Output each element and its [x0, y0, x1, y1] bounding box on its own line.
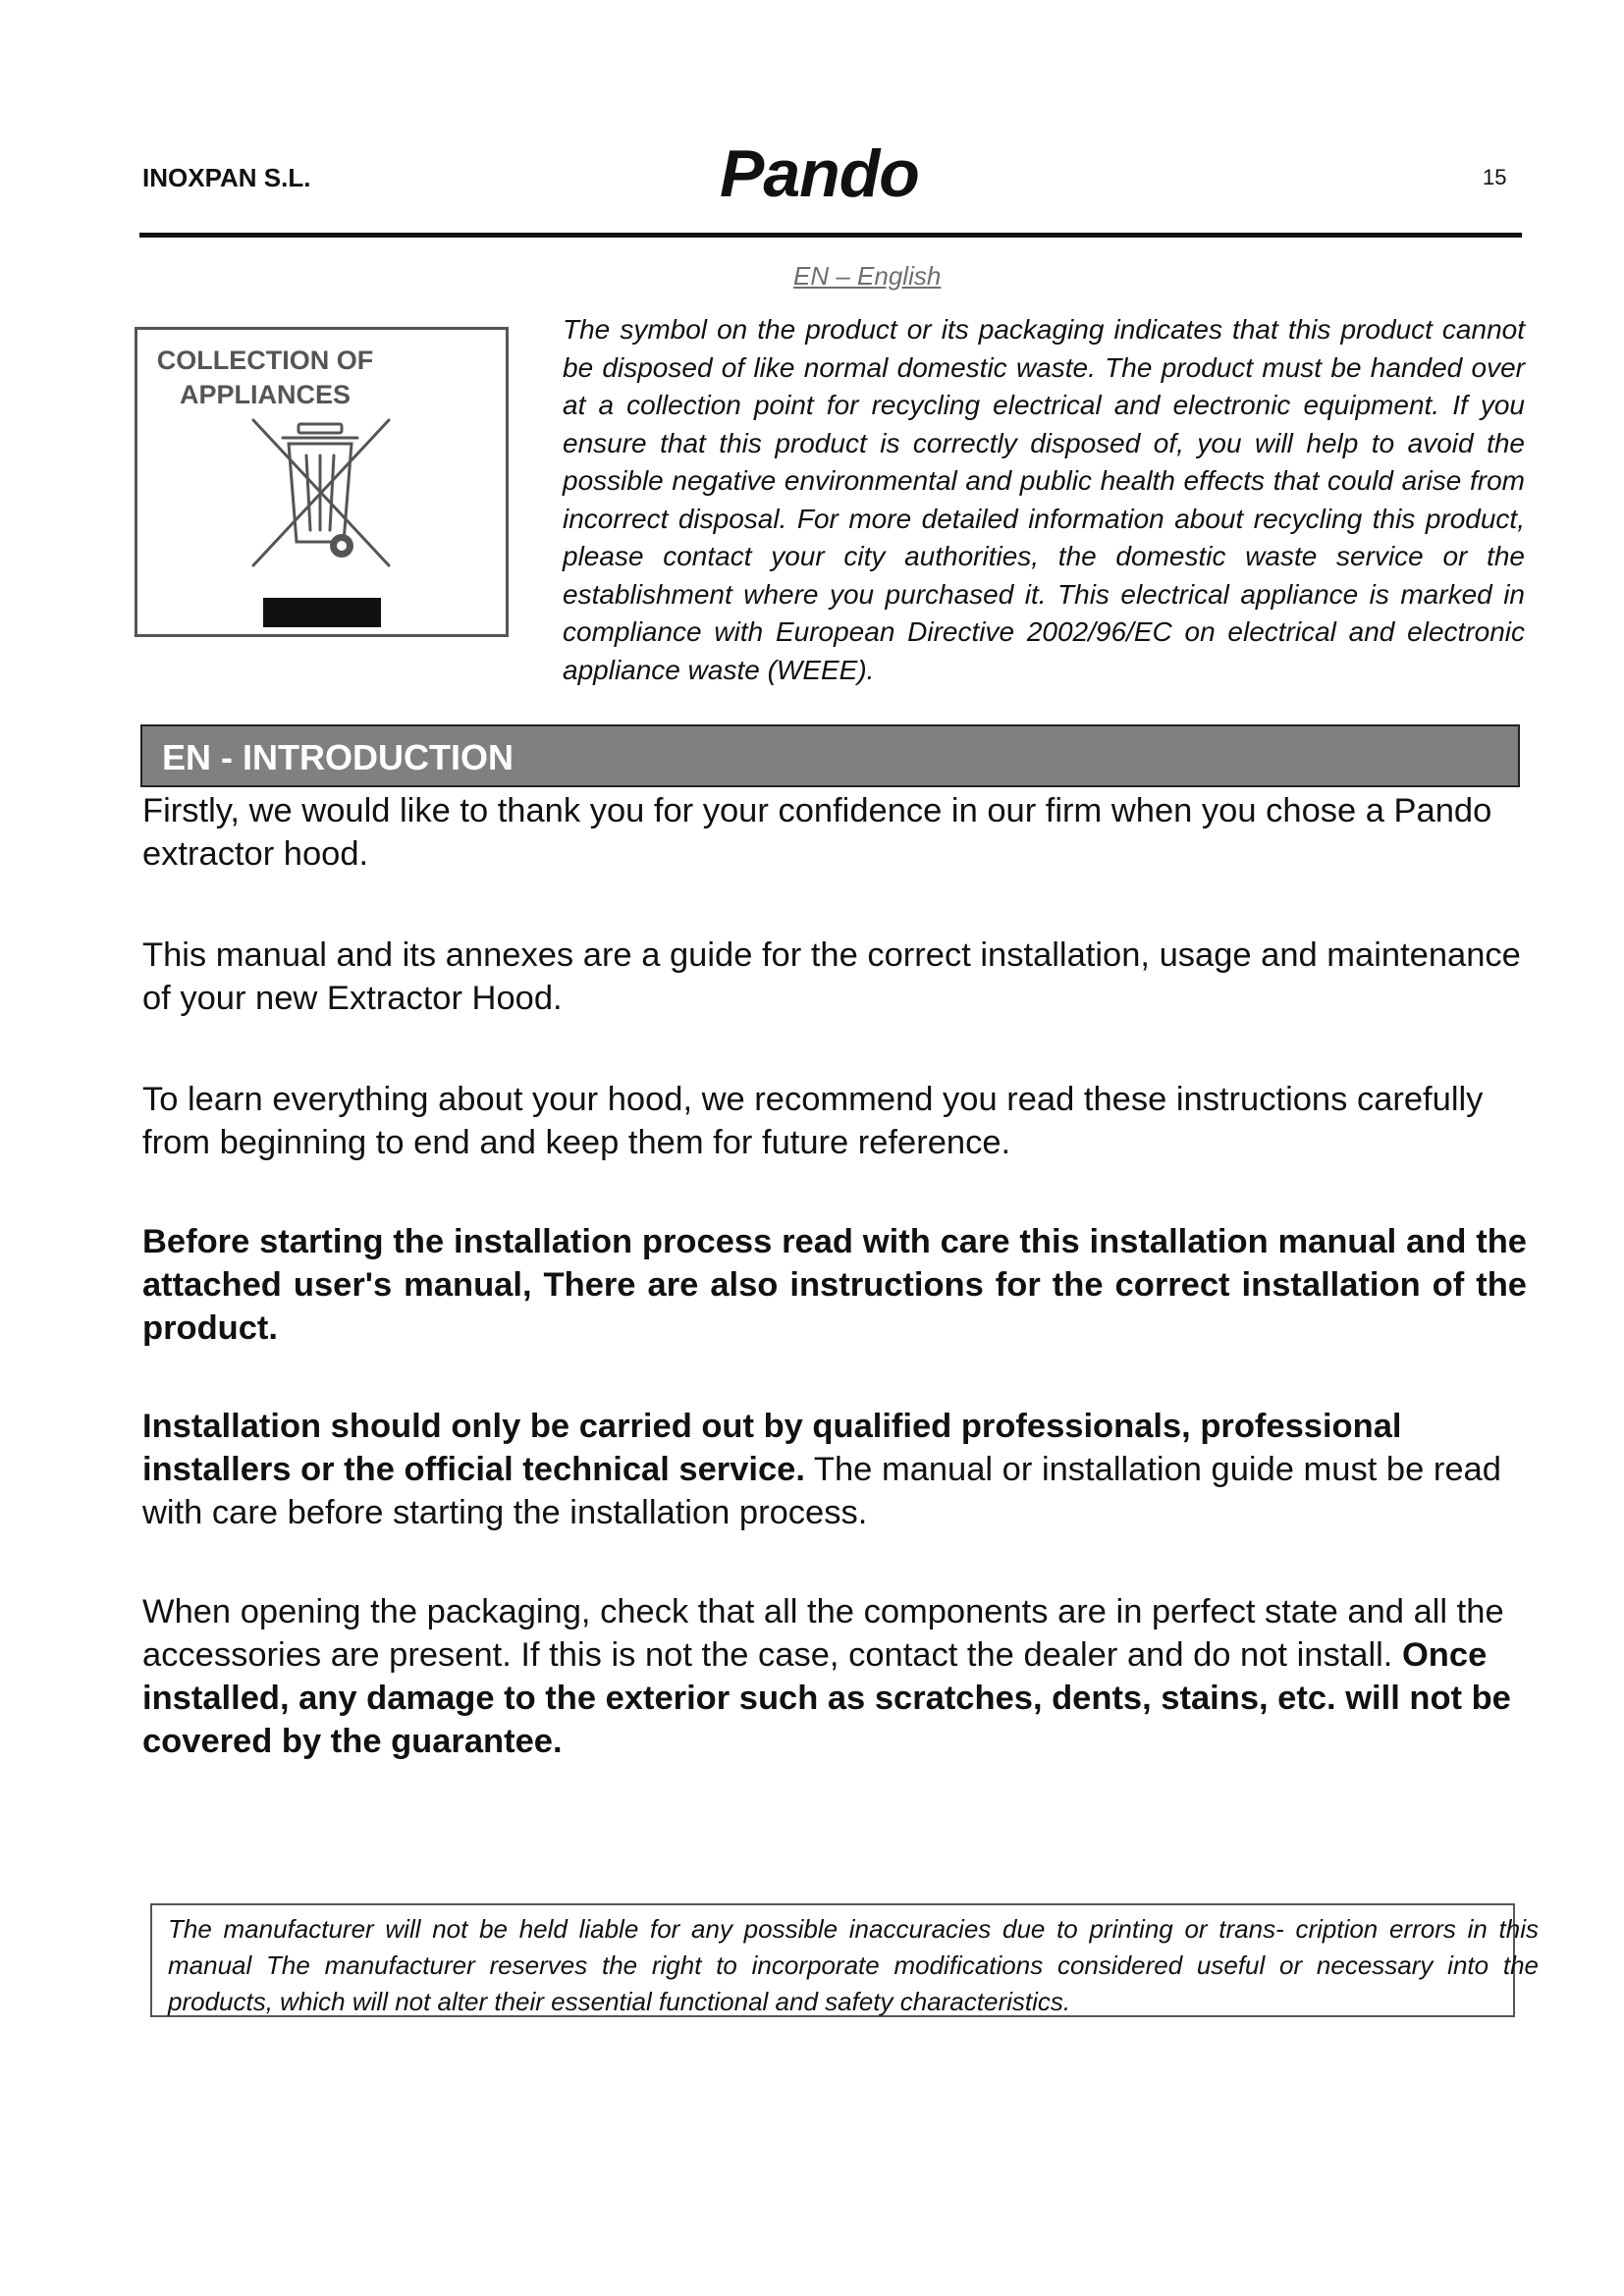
intro-paragraph-packaging-check	[142, 1590, 1527, 1763]
page-number: 15	[1483, 165, 1507, 189]
header-company-name: INOXPAN S.L.	[142, 163, 311, 192]
disclaimer-box	[150, 1903, 1539, 2017]
crossed-bin-icon	[247, 414, 395, 571]
weee-box-title-line2: APPLIANCES	[179, 380, 352, 409]
packaging-check-bold: Once installed, any damage to the exterior such as scratches, dents, stains, etc. will not be covered by the guarantee.	[142, 1636, 1511, 1760]
weee-box-title	[137, 344, 393, 412]
brand-logo: Pando	[720, 136, 919, 211]
weee-symbol-box	[135, 327, 509, 637]
intro-paragraph-before-installation: Before starting the installation process read with care this installation manual and the attached user's manual, There are also instructions for the correct installation of the product.	[142, 1223, 1527, 1347]
section-header-introduction	[140, 724, 1520, 787]
header-divider	[139, 233, 1522, 238]
packaging-check-regular: When opening the packaging, check that all the components are in perfect state and all the accessories are present. If this is not the case, contact the dealer and do not install.	[142, 1593, 1504, 1674]
intro-paragraph-manual-guide: This manual and its annexes are a guide for the correct installation, usage and maintenance of your new Extractor Hood.	[142, 936, 1521, 1017]
language-label: EN – English	[793, 261, 942, 291]
intro-paragraph-qualified-installers	[142, 1405, 1527, 1534]
disclaimer-text: The manufacturer will not be held liable for any possible inaccuracies due to printing or trans- cription errors in this manual The manufacturer reserves the right to incorporate modifications considered useful or necessary into the products, which will not alter their essential functional and safety characteristics.	[168, 1914, 1539, 2016]
qualified-installers-regular: The manual or installation guide must be read with care before starting the installation process.	[142, 1451, 1501, 1531]
intro-paragraph-thanks: Firstly, we would like to thank you for your confidence in our firm when you chose a Pando extractor hood.	[142, 792, 1492, 873]
weee-box-title-line1: COLLECTION OF	[156, 346, 374, 375]
section-title: EN - INTRODUCTION	[162, 737, 514, 777]
weee-disposal-text: The symbol on the product or its packaging indicates that this product cannot be disposed of like normal domestic waste. The product must be handed over at a collection point for recycling electrical and electronic equipment. If you ensure that this product is correctly disposed of, you will help to avoid the possible negative environmental and public health effects that could arise from incorrect disposal. For more detailed information about recycling this product, please contact your city authorities, the domestic waste service or the establishment where you purchased it. This electrical appliance is marked in compliance with European Directive 2002/96/EC on electrical and electronic appliance waste (WEEE).	[563, 314, 1525, 685]
weee-marking-bar	[263, 598, 381, 627]
intro-paragraph-read-instructions: To learn everything about your hood, we recommend you read these instructions carefully from beginning to end and keep them for future reference.	[142, 1081, 1484, 1161]
qualified-installers-bold: Installation should only be carried out by qualified professionals, professional installers or the official technical service.	[142, 1408, 1402, 1488]
